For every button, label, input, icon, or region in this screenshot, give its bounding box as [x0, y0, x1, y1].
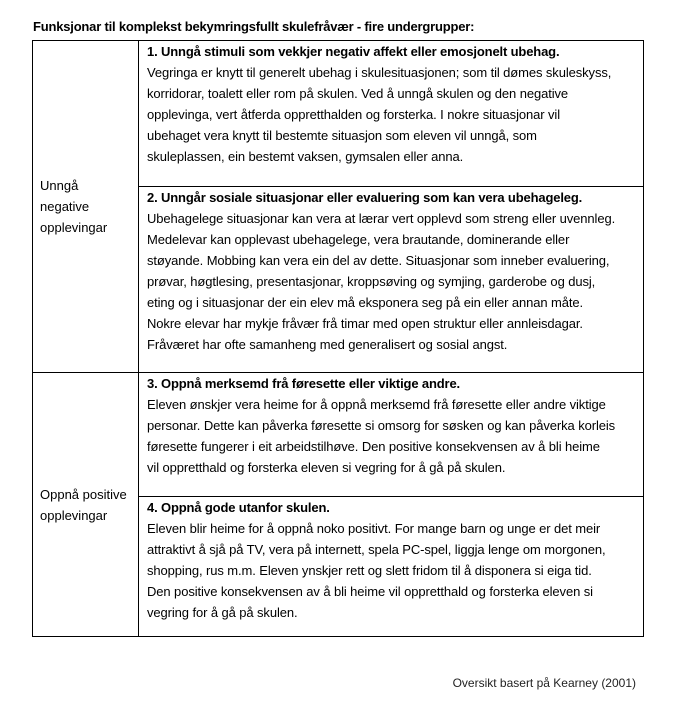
group-label-line: opplevingar	[40, 220, 108, 235]
body-line: Ubehagelege situasjonar kan vera at lærar vert opplevd som streng eller uvennleg.	[147, 211, 616, 226]
body-line: føresette fungerer i eit arbeidstilhøve. Den positive konsekvensen av å bli heime	[147, 439, 600, 454]
body-line: Eleven blir heime for å oppnå noko positivt. For mange barn og unge er det meir	[147, 521, 601, 536]
group-label	[33, 41, 139, 372]
group-label-line: Oppnå positive	[40, 487, 127, 502]
group-label-line: Unngå	[40, 178, 79, 193]
page-title: Funksjonar til komplekst bekymringsfullt skulefråvær - fire undergrupper:	[33, 19, 475, 34]
cell-subgroup-3	[139, 373, 643, 496]
body-line: korridorar, toalett eller rom på skulen. Ved å unngå skulen og den negative	[147, 86, 569, 101]
body-line: personar. Dette kan påverka føresette si omsorg for søsken og kan påverka korleis	[147, 418, 616, 433]
subgroup-heading: 2. Unngår sosiale situasjonar eller evaluering som kan vera ubehageleg.	[147, 190, 583, 205]
body-line: ubehaget vera knytt til bestemte situasjon som eleven vil unngå, som	[147, 128, 537, 143]
body-line: vil oppretthald og forsterka eleven si vegring for å gå på skulen.	[147, 460, 506, 475]
body-line: Eleven ønskjer vera heime for å oppnå merksemd frå føresette eller andre viktige	[147, 397, 606, 412]
subgroup-heading: 3. Oppnå merksemd frå føresette eller viktige andre.	[147, 376, 460, 391]
group-avoid-negative	[33, 41, 643, 372]
group-label-line: negative	[40, 199, 90, 214]
body-line: vegring for å gå på skulen.	[147, 605, 298, 620]
body-line: skuleplassen, ein bestemt vaksen, gymsalen eller anna.	[147, 149, 464, 164]
group-label	[33, 373, 139, 637]
body-line: Medelevar kan opplevast ubehagelege, vera brautande, dominerande eller	[147, 232, 570, 247]
functions-table	[32, 40, 644, 637]
body-line: Den positive konsekvensen av å bli heime vil oppretthald og forsterka eleven si	[147, 584, 593, 599]
cell-subgroup-4	[139, 496, 643, 638]
body-line: opplevinga, vert åtferda oppretthalden og forsterka. I nokre situasjonar vil	[147, 107, 560, 122]
subgroup-heading: 4. Oppnå gode utanfor skulen.	[147, 500, 330, 515]
body-line: prøvar, høgtlesing, presentasjonar, kroppsøving og symjing, garderobe og dusj,	[147, 274, 596, 289]
subgroup-heading: 1. Unngå stimuli som vekkjer negativ affekt eller emosjonelt ubehag.	[147, 44, 560, 59]
body-line: Vegringa er knytt til generelt ubehag i skulesituasjonen; som til dømes skuleskyss,	[147, 65, 612, 80]
body-line: Fråværet har ofte samanheng med generalisert og sosial angst.	[147, 337, 508, 352]
body-line: Nokre elevar har mykje fråvær frå timar med open struktur eller annleisdagar.	[147, 316, 583, 331]
body-line: eting og i situasjonar der ein elev må eksponera seg på ein eller annan måte.	[147, 295, 584, 310]
cell-subgroup-1	[139, 41, 643, 186]
group-gain-positive	[33, 372, 643, 637]
body-line: shopping, rus m.m. Eleven ynskjer rett og slett fridom til å disponera si eiga tid.	[147, 563, 592, 578]
body-line: attraktivt å sjå på TV, vera på internett, spela PC-spel, liggja lenge om morgonen,	[147, 542, 606, 557]
cell-subgroup-2	[139, 186, 643, 372]
body-line: støyande. Mobbing kan vera ein del av dette. Situasjonar som inneber evaluering,	[147, 253, 610, 268]
group-label-line: opplevingar	[40, 508, 108, 523]
source-citation: Oversikt basert på Kearney (2001)	[452, 676, 636, 690]
